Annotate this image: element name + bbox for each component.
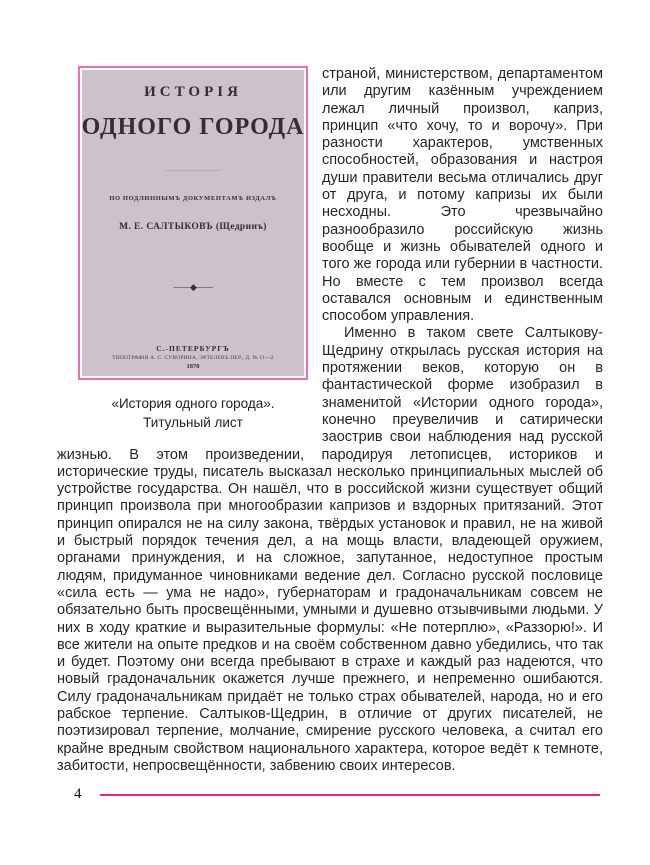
figure-caption	[78, 394, 308, 432]
figure-caption-line2: Титульный лист	[143, 415, 243, 430]
plate-title-line1: ИСТОРІЯ	[144, 84, 242, 100]
plate-subtitle: ПО ПОДЛИННЫМЪ ДОКУМЕНТАМЪ ИЗДАЛЪ	[109, 195, 277, 202]
plate-title-line2: ОДНОГО ГОРОДА	[81, 114, 305, 140]
book-title-page-figure	[78, 66, 308, 432]
body-paragraph-main: Именно в таком свете Салтыкову-Щедрину открылась русская история на протяжении веков, которую он в фантастической форме изобразил в знаменитой «Истории одного города», конечно преувеличив и сатирически заострив свои наблюдения над русской жизнью. В этом произведении, пародируя летописцев, историков и исторические труды, писатель высказал несколько принципиальных мыслей об устройстве государства. Он нашёл, что в российской жизни существует общий принцип произвола при многообразии капризов и вздорных притязаний. Этот принцип опирался не на силу закона, твёрдых установок и правил, не на живой и быстрый порядок течения дел, а на мощь власти, владеющей оружием, органами принуждения, и на сложное, запутанное, недоступное простым людям, придуманное чиновниками ведение дел. Согласно русской пословице «сила есть — ума не надо», губернаторам и градоначальникам совсем не обязательно быть просвещёнными, умными и душевно отзывчивыми людьми. У них в ходу краткие и выразительные формулы: «Не потерплю», «Раззорю!». И все жители на опыте предков и на своём собственном давно убедились, что так и будет. Поэтому они всегда пребывают в страхе и каждый раз надеются, что новый градоначальник окажется лучше прежнего, и непременно ошибаются. Силу градоначальникам придаёт не только страх обывателей, народа, но и его рабское терпение. Салтыков-Щедрин, в отличие от других писателей, не поэтизировал терпение, молчание, смирение русского человека, а считал его крайне вредным свойством национального характера, которое ведёт к темноте, забитости, непросвещённости, забвению своих интересов.	[57, 325, 603, 774]
figure-caption-line1: «История одного города».	[111, 396, 275, 411]
footer-rule	[100, 794, 600, 796]
ornament-rule	[165, 170, 221, 171]
body-paragraph-continuation: страной, министерством, департаментом или другим казённым учреждением лежал личный произвол, каприз, принцип «что хочу, то и ворочу». При разности характеров, умственных способностей, образования и настроя души правители весьма отличались друг от друга, и потому капризы их были несходны. Это чрезвычайно разнообразило российскую жизнь вообще и жизнь обывателей одного и того же города или губернии в частности. Но вместе с тем произвол всегда оставался основным и единственным способом управления.	[322, 66, 603, 325]
fleuron-ornament-icon: ——◆——	[174, 282, 212, 292]
page-footer	[0, 785, 650, 809]
plate-city: С.-ПЕТЕРБУРГЪ	[156, 344, 230, 353]
page-number: 4	[74, 786, 82, 802]
plate-year: 1870	[186, 363, 200, 370]
title-page-image	[78, 66, 308, 380]
plate-author: М. Е. САЛТЫКОВЪ (Щедринъ)	[119, 222, 267, 232]
plate-imprint: ТИПОГРАФІЯ А. С. СУВОРИНА, ЭРТЕЛЕВЪ ПЕР., Д. № 11—2	[112, 355, 274, 361]
